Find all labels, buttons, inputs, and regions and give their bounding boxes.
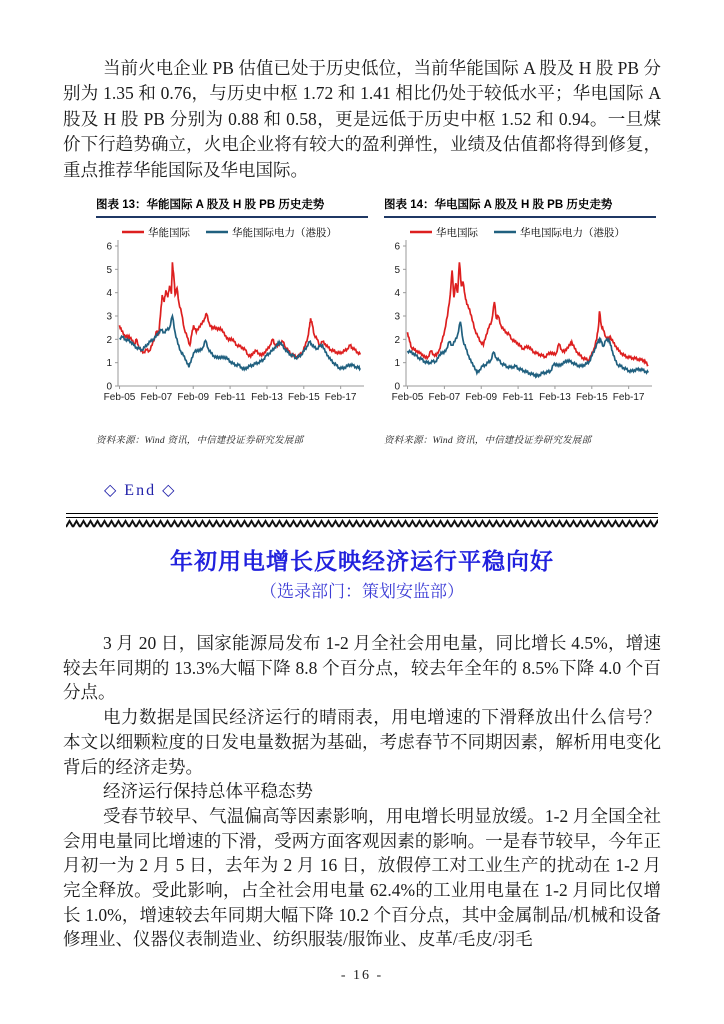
svg-text:Feb-05: Feb-05	[391, 392, 424, 403]
section-title: 年初用电增长反映经济运行平稳向好	[170, 548, 554, 574]
svg-text:1: 1	[394, 358, 400, 370]
body-paragraph: 3 月 20 日，国家能源局发布 1-2 月全社会用电量，同比增长 4.5%，增速较去年同期的 13.3%大幅下降 8.8 个百分点，较去年全年的 8.5%下降 4.0 个百分点。	[63, 633, 661, 703]
svg-text:Feb-09: Feb-09	[465, 392, 498, 403]
svg-text:5: 5	[106, 264, 112, 276]
svg-text:2: 2	[106, 334, 112, 346]
svg-text:0: 0	[106, 381, 112, 393]
intro-paragraph: 当前火电企业 PB 估值已处于历史低位，当前华能国际 A 股及 H 股 PB 分别为 1.35 和 0.76，与历史中枢 1.72 和 1.41 相比仍处于较低水平；华电国际 A 股及 H 股 PB 分别为 0.88 和 0.58，更是远低于历史中枢 1.52 和 0.94。一旦煤价下行趋势确立，火电企业将有较大的盈利弹性，业绩及估值都将得到修复，重点推荐华能国际及华电国际。	[63, 58, 661, 180]
figure-14	[384, 196, 656, 446]
svg-text:3: 3	[394, 311, 400, 323]
figure-13-chart	[96, 220, 368, 410]
svg-text:Feb-13: Feb-13	[539, 392, 571, 403]
svg-text:Feb-17: Feb-17	[612, 392, 645, 403]
svg-text:Feb-07: Feb-07	[140, 392, 173, 403]
section-divider	[66, 513, 658, 528]
figure-13-source: 资料来源：Wind 资讯，中信建投证券研究发展部	[96, 436, 304, 446]
section-body	[63, 631, 661, 952]
figures-row	[96, 196, 656, 446]
svg-text:Feb-15: Feb-15	[287, 392, 320, 403]
svg-text:5: 5	[394, 264, 400, 276]
svg-text:6: 6	[106, 241, 112, 253]
svg-text:Feb-05: Feb-05	[103, 392, 136, 403]
svg-text:Feb-11: Feb-11	[502, 392, 534, 403]
svg-text:4: 4	[394, 288, 400, 300]
svg-text:3: 3	[106, 311, 112, 323]
figure-14-source: 资料来源：Wind 资讯，中信建投证券研究发展部	[384, 436, 592, 446]
figure-14-chart	[384, 220, 656, 410]
end-marker: ◇ End ◇	[104, 482, 177, 499]
svg-text:Feb-11: Feb-11	[214, 392, 246, 403]
svg-text:华能国际: 华能国际	[148, 228, 190, 239]
body-paragraph: 电力数据是国民经济运行的晴雨表，用电增速的下滑释放出什么信号？本文以细颗粒度的日发电量数据为基础，考虑春节不同期因素，解析用电变化背后的经济走势。	[63, 707, 661, 777]
svg-text:华电国际: 华电国际	[436, 228, 478, 239]
svg-text:Feb-07: Feb-07	[428, 392, 461, 403]
divider-double-line	[66, 513, 658, 518]
figure-14-title: 图表 14：华电国际 A 股及 H 股 PB 历史走势	[384, 196, 656, 218]
svg-text:1: 1	[106, 358, 112, 370]
body-paragraph: 受春节较早、气温偏高等因素影响，用电增长明显放缓。1-2 月全国全社会用电量同比增速的下滑，受两方面客观因素的影响。一是春节较早，今年正月初一为 2 月 5 日，去年为 2 月 16 日，放假停工对工业生产的扰动在 1-2 月完全释放。受此影响，占全社会用电量 62.4%的工业用电量在 1-2 月同比仅增长 1.0%，增速较去年同期大幅下降 10.2 个百分点，其中金属制品/机械和设备修理业、仪器仪表制造业、纺织服装/服饰业、皮革/毛皮/羽毛	[63, 805, 661, 950]
svg-text:4: 4	[106, 288, 112, 300]
svg-text:华电国际电力（港股）: 华电国际电力（港股）	[520, 228, 625, 239]
figure-13	[96, 196, 368, 446]
svg-text:0: 0	[394, 381, 400, 393]
svg-text:Feb-13: Feb-13	[251, 392, 283, 403]
page-number: - 16 -	[340, 968, 384, 983]
svg-text:6: 6	[394, 241, 400, 253]
body-subheading: 经济运行保持总体平稳态势	[103, 781, 313, 802]
svg-text:Feb-17: Feb-17	[324, 392, 357, 403]
divider-zigzag	[66, 519, 658, 528]
svg-text:Feb-09: Feb-09	[177, 392, 210, 403]
figure-13-title: 图表 13：华能国际 A 股及 H 股 PB 历史走势	[96, 196, 368, 218]
svg-text:2: 2	[394, 334, 400, 346]
svg-text:Feb-15: Feb-15	[575, 392, 608, 403]
svg-text:华能国际电力（港股）: 华能国际电力（港股）	[232, 228, 337, 239]
section-subtitle: （选录部门：策划安监部）	[260, 582, 464, 601]
